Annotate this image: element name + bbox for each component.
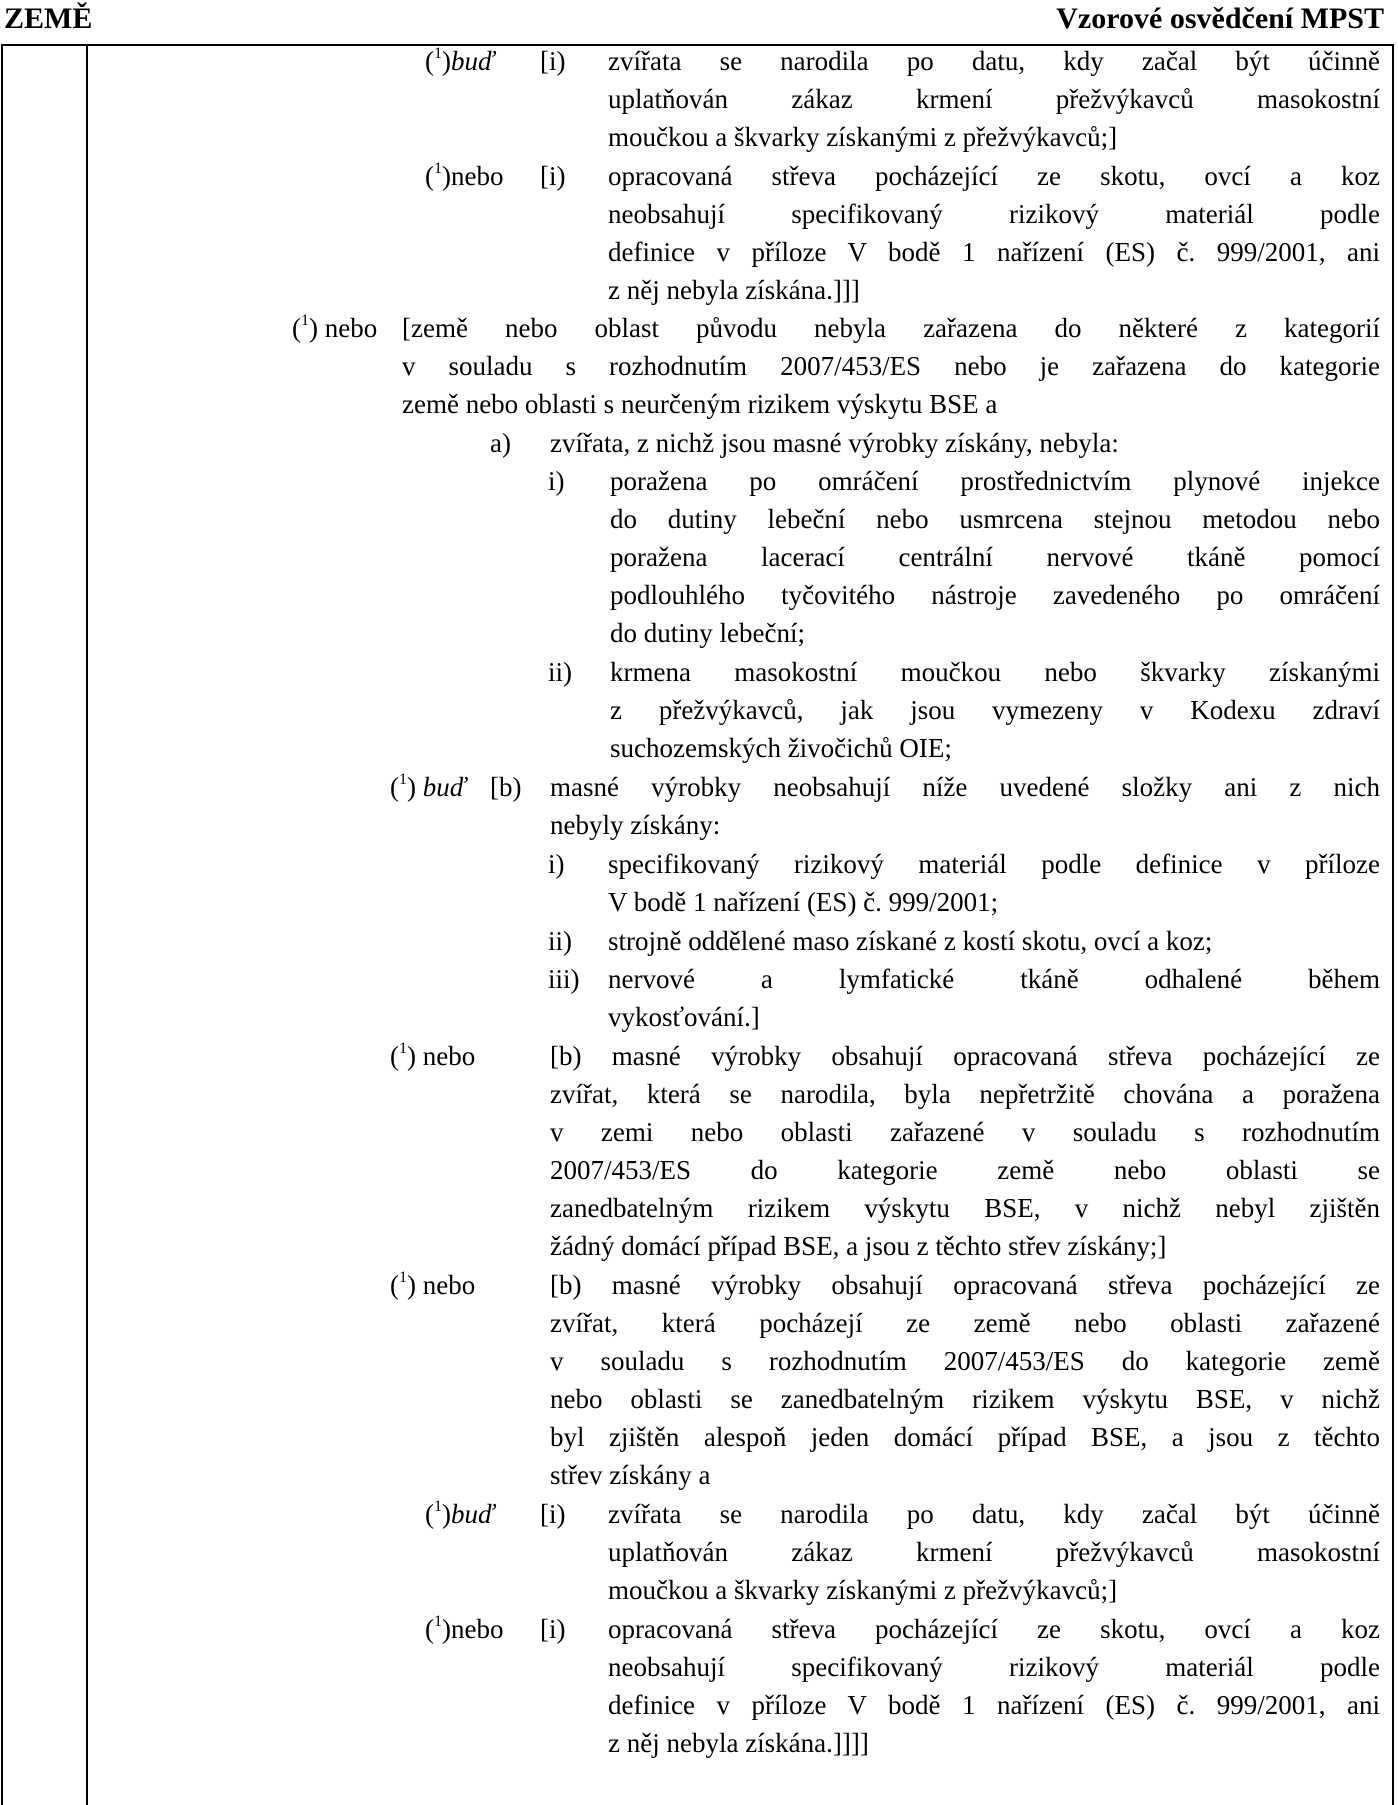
block2-marker: [i): [540, 161, 566, 191]
block4-line: zvířata se narodila po datu, kdy začal být účinně: [608, 1499, 1380, 1529]
item-a-sub-ii-line: krmena masokostní moučkou nebo škvarky získanými: [610, 657, 1380, 687]
block2-line: z něj nebyla získána.]]]: [608, 275, 860, 305]
block1-line: uplatňován zákaz krmení přežvýkavců masokostní: [608, 84, 1380, 114]
item-a-sub-ii-line: z přežvýkavců, jak jsou vymezeny v Kodexu zdraví: [610, 695, 1380, 725]
block3-first-line: [země nebo oblast původu nebyla zařazena do některé z kategorií: [402, 313, 1380, 343]
item-a-sub-i-line: do dutiny lebeční nebo usmrcena stejnou metodou nebo: [610, 504, 1380, 534]
item-a-sub-i-line: podlouhlého tyčovitého nástroje zavedeného po omráčení: [610, 580, 1380, 610]
item-a-sub-i-line: poražena po omráčení prostřednictvím plynové injekce: [610, 466, 1380, 496]
block4-prefix: ($^1$)buď: [425, 1498, 495, 1529]
item-b1-sub-ii-line: strojně oddělené maso získané z kostí skotu, ovcí a koz;: [608, 926, 1213, 956]
block2-line: opracovaná střeva pocházející ze skotu, ovcí a koz: [608, 161, 1380, 191]
item-b1-sub-i-line: V bodě 1 nařízení (ES) č. 999/2001;: [608, 887, 999, 917]
item-b2-prefix: ($^1$) nebo: [390, 1040, 476, 1071]
item-a-sub-ii-label: ii): [548, 657, 572, 687]
item-b1-sub-iii-label: iii): [548, 964, 580, 994]
block1-line: moučkou a škvarky získanými z přežvýkavců;]: [608, 122, 1118, 152]
item-a-sub-i-line: poražena lacerací centrální nervové tkáně pomocí: [610, 542, 1380, 572]
item-b2-line: zvířat, která se narodila, byla nepřetržitě chována a poražena: [550, 1079, 1380, 1109]
item-b1-sub-iii-line: vykosťování.]: [608, 1002, 760, 1032]
item-b1-prefix: ($^1$) buď: [390, 771, 467, 802]
item-a-sub-i-label: i): [548, 466, 565, 496]
header-certificate-title: Vzorové osvědčení MPST: [1056, 2, 1384, 35]
block4-line: moučkou a škvarky získanými z přežvýkavců;]: [608, 1575, 1118, 1605]
block4-line: uplatňován zákaz krmení přežvýkavců masokostní: [608, 1537, 1380, 1567]
item-b3-line: byl zjištěn alespoň jeden domácí případ BSE, a jsou z těchto: [550, 1422, 1380, 1452]
block5-line: z něj nebyla získána.]]]]: [608, 1728, 869, 1758]
item-b3-prefix: ($^1$) nebo: [390, 1269, 476, 1300]
item-b1-sub-i-line: specifikovaný rizikový materiál podle definice v příloze: [608, 849, 1380, 879]
block1-line: zvířata se narodila po datu, kdy začal být účinně: [608, 46, 1380, 76]
block2-line: neobsahují specifikovaný rizikový materiál podle: [608, 199, 1380, 229]
header-country-label: ZEMĚ: [4, 2, 93, 35]
block3-prefix: ($^1$) nebo: [292, 312, 378, 343]
block1-marker: [i): [540, 46, 566, 76]
item-a-sub-i-line: do dutiny lebeční;: [610, 618, 805, 648]
item-a-label: a): [490, 428, 511, 458]
item-b3-line: střev získány a: [550, 1460, 711, 1490]
item-b1-marker: [b): [490, 772, 522, 802]
item-a-text: zvířata, z nichž jsou masné výrobky získány, nebyla:: [550, 428, 1119, 458]
item-b3-line: zvířat, která pocházejí ze země nebo oblasti zařazené: [550, 1308, 1380, 1338]
item-b1-sub-iii-line: nervové a lymfatické tkáně odhalené během: [608, 964, 1380, 994]
item-b3-line: [b) masné výrobky obsahují opracovaná střeva pocházející ze: [550, 1270, 1380, 1300]
item-b1-line: masné výrobky neobsahují níže uvedené složky ani z nich: [550, 772, 1380, 802]
block5-line: neobsahují specifikovaný rizikový materiál podle: [608, 1652, 1380, 1682]
item-b1-sub-i-label: i): [548, 849, 565, 879]
block3-line: země nebo oblasti s neurčeným rizikem výskytu BSE a: [402, 389, 998, 419]
item-b2-line: [b) masné výrobky obsahují opracovaná střeva pocházející ze: [550, 1041, 1380, 1071]
block3-line: v souladu s rozhodnutím 2007/453/ES nebo je zařazena do kategorie: [402, 351, 1380, 381]
column-divider: [86, 44, 88, 1805]
block2-line: definice v příloze V bodě 1 nařízení (ES) č. 999/2001, ani: [608, 237, 1380, 267]
item-b2-line: 2007/453/ES do kategorie země nebo oblasti se: [550, 1155, 1380, 1185]
item-b3-line: nebo oblasti se zanedbatelným rizikem výskytu BSE, v nichž: [550, 1384, 1380, 1414]
block5-line: opracovaná střeva pocházející ze skotu, ovcí a koz: [608, 1614, 1380, 1644]
block5-prefix: ($^1$)nebo: [425, 1613, 504, 1644]
block5-line: definice v příloze V bodě 1 nařízení (ES) č. 999/2001, ani: [608, 1690, 1380, 1720]
item-b2-line: v zemi nebo oblasti zařazené v souladu s rozhodnutím: [550, 1117, 1380, 1147]
block2-prefix: ($^1$)nebo: [425, 160, 504, 191]
item-b2-line: zanedbatelným rizikem výskytu BSE, v nichž nebyl zjištěn: [550, 1193, 1380, 1223]
item-b3-line: v souladu s rozhodnutím 2007/453/ES do kategorie země: [550, 1346, 1380, 1376]
block1-prefix: ($^1$)buď: [425, 45, 495, 76]
item-b1-line: nebyly získány:: [550, 810, 721, 840]
item-b2-line: žádný domácí případ BSE, a jsou z těchto střev získány;]: [550, 1231, 1167, 1261]
item-b1-sub-ii-label: ii): [548, 926, 572, 956]
item-a-sub-ii-line: suchozemských živočichů OIE;: [610, 733, 952, 763]
block4-marker: [i): [540, 1499, 566, 1529]
block5-marker: [i): [540, 1614, 566, 1644]
